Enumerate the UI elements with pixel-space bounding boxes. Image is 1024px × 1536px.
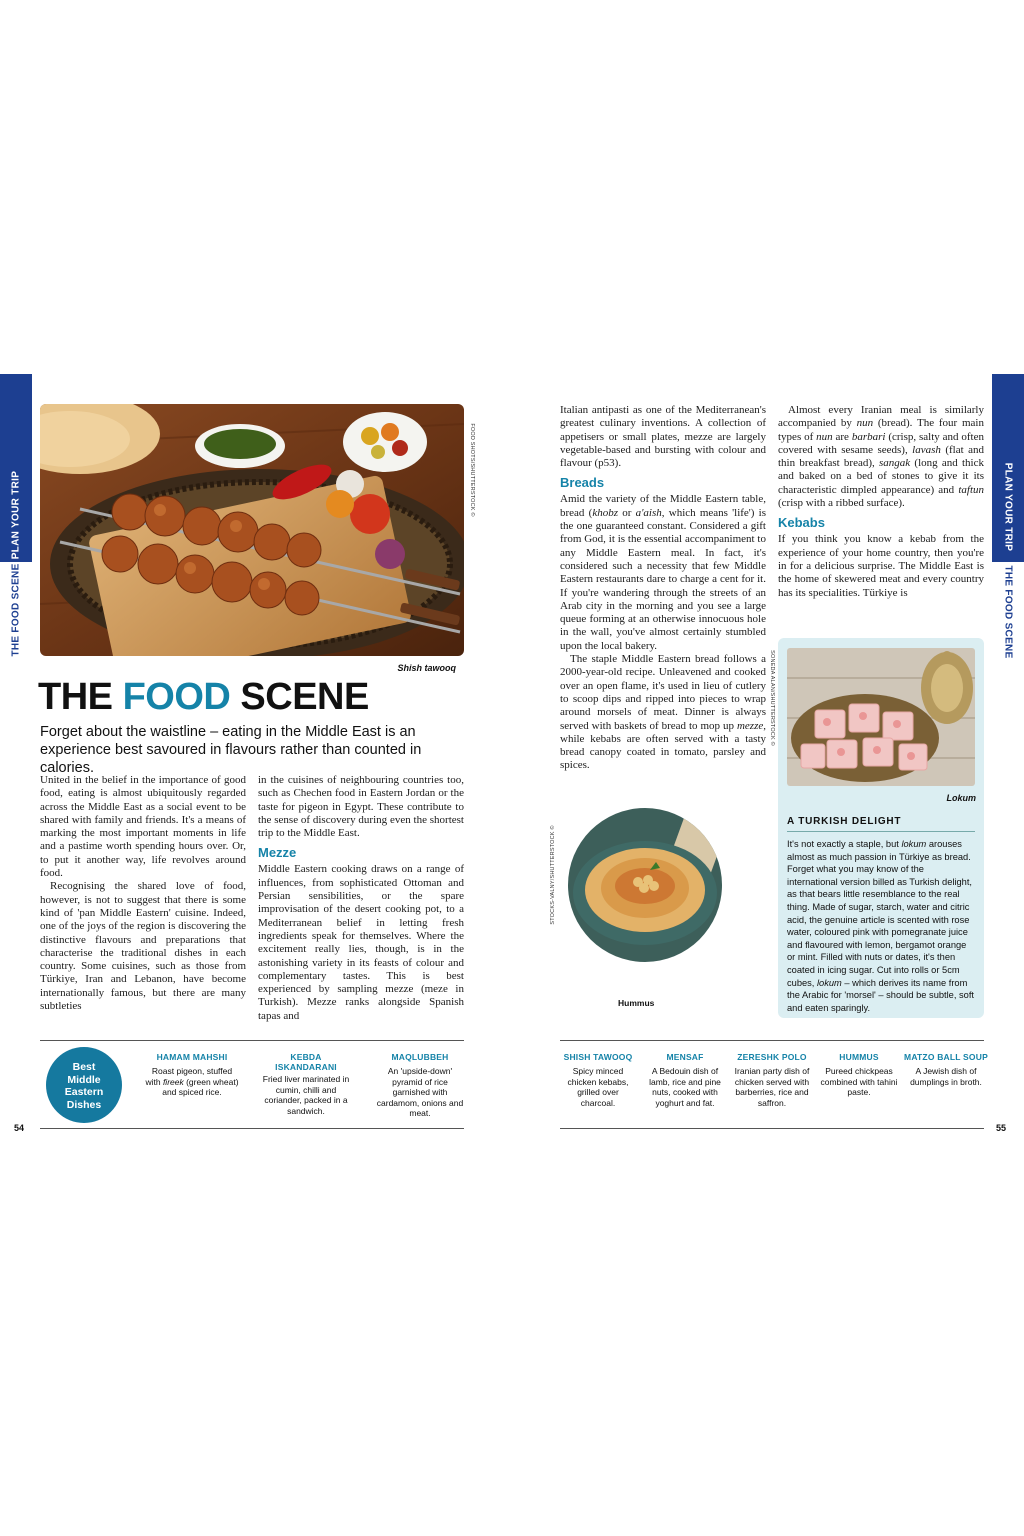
paragraph: Middle Eastern cooking draws on a range of influences, from sophisticated Ottoman and Persian sensibilities, or the spare improvisation of the desert cooking pot, to a Mediterranean belief in letting fresh ingredients speak for themselves. Where the excitement really lies, though, is in the astonishing variety in its feasts of colour and complementary tastes. This is best experienced by sampling mezze (meze in Turkish). Mezze ranks alongside Spanish tapas and — [258, 863, 464, 1022]
paragraph: The staple Middle Eastern bread follows a 2000-year-old recipe. Unleavened and cooked over an open flame, it's used in lieu of cutlery to scoop dips and ripped into pieces to wrap around morsels of meat. Dinner is always served with baskets of bread to mop up mezze, while kebabs are often served with a tasty bread canopy coated in tomato, parsley and spices. — [560, 653, 766, 772]
hummus-photo-credit: STOCKS-VALNY/SHUTTERSTOCK © — [550, 825, 556, 925]
left-tab-section-label: PLAN YOUR TRIP — [10, 470, 22, 560]
breads-heading: Breads — [560, 475, 605, 491]
dishes-bottom-rule-left — [40, 1128, 464, 1129]
dish-hummus: HUMMUS Pureed chickpeas combined with tahini paste. — [820, 1052, 898, 1097]
paragraph: Amid the variety of the Middle Eastern table, bread (khobz or a'aish, which means 'life') is the one guaranteed constant. Considered a gift from God, it is the essential accompaniment to any Middle Eastern meal. In fact, it's considered such a necessity that few Middle Eastern restaurants dare to charge a cent for it. If you're wandering through the streets of an Arab city in the morning and you see a large queue forming at an otherwise innocuous hole in the wall, you've almost certainly stumbled upon the local bakery. — [560, 493, 766, 652]
sidebar-body: It's not exactly a staple, but lokum arouses almost as much passion in Türkiye as bread. Forget what you may know of the international version billed as Turkish delight, as that bears little resemblance to the real thing. Made of sugar, starch, water and citric acid, the genuine article is scented with rose water, coloured pink with pomegranate juice and flavoured with lemon, bergamot orange or mint. Filled with nuts or dates, it's then coated in icing sugar. Cut into rolls or 5cm cubes, lokum – which derives its name from the Arabic for 'morsel' – should be subtle, soft and eaten sparingly. — [787, 839, 975, 1013]
paragraph: Almost every Iranian meal is similarly accompanied by nun (bread). The four main types of nun are barbari (crisp, salty and often covered with sesame seeds), lavash (flat and thin breakfast bread), sangak (long and thick and baked on a bed of stones to give it its characteristic dimpled appearance) and taftun (crisp with a ribbed surface). — [778, 404, 985, 510]
paragraph: Italian antipasti as one of the Mediterranean's greatest culinary inventions. A collection of appetisers or small plates, mezze are largely vegetable-based and bursting with colour and flavour (p53). — [560, 404, 766, 470]
dish-shish-tawooq: SHISH TAWOOQ Spicy minced chicken kebabs, grilled over charcoal. — [563, 1052, 633, 1108]
best-dishes-badge: Best Middle Eastern Dishes — [46, 1047, 122, 1123]
hummus-photo-caption: Hummus — [618, 998, 655, 1008]
shish-photo-caption: Shish tawooq — [397, 663, 456, 673]
mezze-heading: Mezze — [258, 845, 297, 861]
paragraph: United in the belief in the importance of good food, eating is almost ubiquitously regarded across the Middle East as a social event to be shared with family and friends. It's a means of marking the most important moments in life and a pastime worth spending hours over. Or, to put it another way, life revolves around food. — [40, 774, 246, 880]
hummus-photo — [568, 808, 722, 962]
dishes-top-rule-right — [560, 1040, 984, 1041]
body-column-3 — [560, 404, 766, 773]
dish-mensaf: MENSAF A Bedouin dish of lamb, rice and pine nuts, cooked with yoghurt and fat. — [649, 1052, 721, 1108]
body-column-1 — [40, 774, 246, 1013]
page-title: THE FOOD SCENE — [38, 676, 369, 718]
dish-maqlubbeh: MAQLUBBEH An 'upside-down' pyramid of rice garnished with cardamom, onions and meat. — [376, 1052, 464, 1118]
lokum-photo-caption: Lokum — [946, 793, 976, 803]
page-number-left: 54 — [14, 1123, 25, 1133]
dish-zereshk-polo: ZERESHK POLO Iranian party dish of chicken served with barberries, rice and saffron. — [734, 1052, 810, 1108]
sidebar-title: A TURKISH DELIGHT — [787, 816, 902, 827]
sidebar-divider — [787, 831, 975, 832]
page-intro: Forget about the waistline – eating in the Middle East is an experience best savoured in flavours rather than counted in calories. — [40, 724, 422, 776]
lokum-photo-credit: SONEDA ALAN/SHUTTERSTOCK © — [769, 650, 775, 746]
kebabs-heading: Kebabs — [778, 515, 825, 531]
right-tab-chapter-label: THE FOOD SCENE — [1002, 565, 1014, 659]
dish-hamam-mahshi: HAMAM MAHSHI Roast pigeon, stuffed with fireek (green wheat) and spiced rice. — [145, 1052, 239, 1097]
paragraph: If you think you know a kebab from the experience of your home country, then you're in for a delicious surprise. The Middle East is the home of skewered meat and every country has its specialities. Türkiye is — [778, 533, 984, 599]
body-column-2 — [258, 774, 464, 1023]
page-number-right: 55 — [996, 1123, 1007, 1133]
left-tab-chapter-label: THE FOOD SCENE — [10, 563, 22, 657]
paragraph: in the cuisines of neighbouring countries too, such as Chechen food in Eastern Jordan or the taste for pigeon in Egypt. These contribute to the sense of discovery during even the shortest trip to the Middle East. — [258, 774, 464, 840]
lokum-photo — [787, 648, 975, 786]
right-tab-section-label: PLAN YOUR TRIP — [1002, 462, 1014, 552]
dish-kebda-iskandarani: KEBDA ISKANDARANI Fried liver marinated in cumin, chilli and coriander, packed in a sandwich. — [262, 1052, 350, 1116]
dishes-top-rule-left — [40, 1040, 464, 1041]
dishes-bottom-rule-right — [560, 1128, 984, 1129]
shish-tawooq-photo — [40, 404, 464, 656]
dish-matzo-ball-soup: MATZO BALL SOUP A Jewish dish of dumplings in broth. — [904, 1052, 988, 1087]
body-column-4 — [778, 404, 984, 600]
paragraph: Recognising the shared love of food, however, is not to suggest that there is some kind of 'pan Middle Eastern' cuisine. Indeed, one of the joys of the region is discovering the distinctive flavours and preparations that characterise the traditional dishes in each country. Some cuisines, such as those from Türkiye, Iran and Lebanon, have become internationally famous, but there are many subtleties — [40, 880, 246, 1013]
shish-photo-credit: FOOD SHOTS/SHUTTERSTOCK © — [469, 423, 475, 517]
